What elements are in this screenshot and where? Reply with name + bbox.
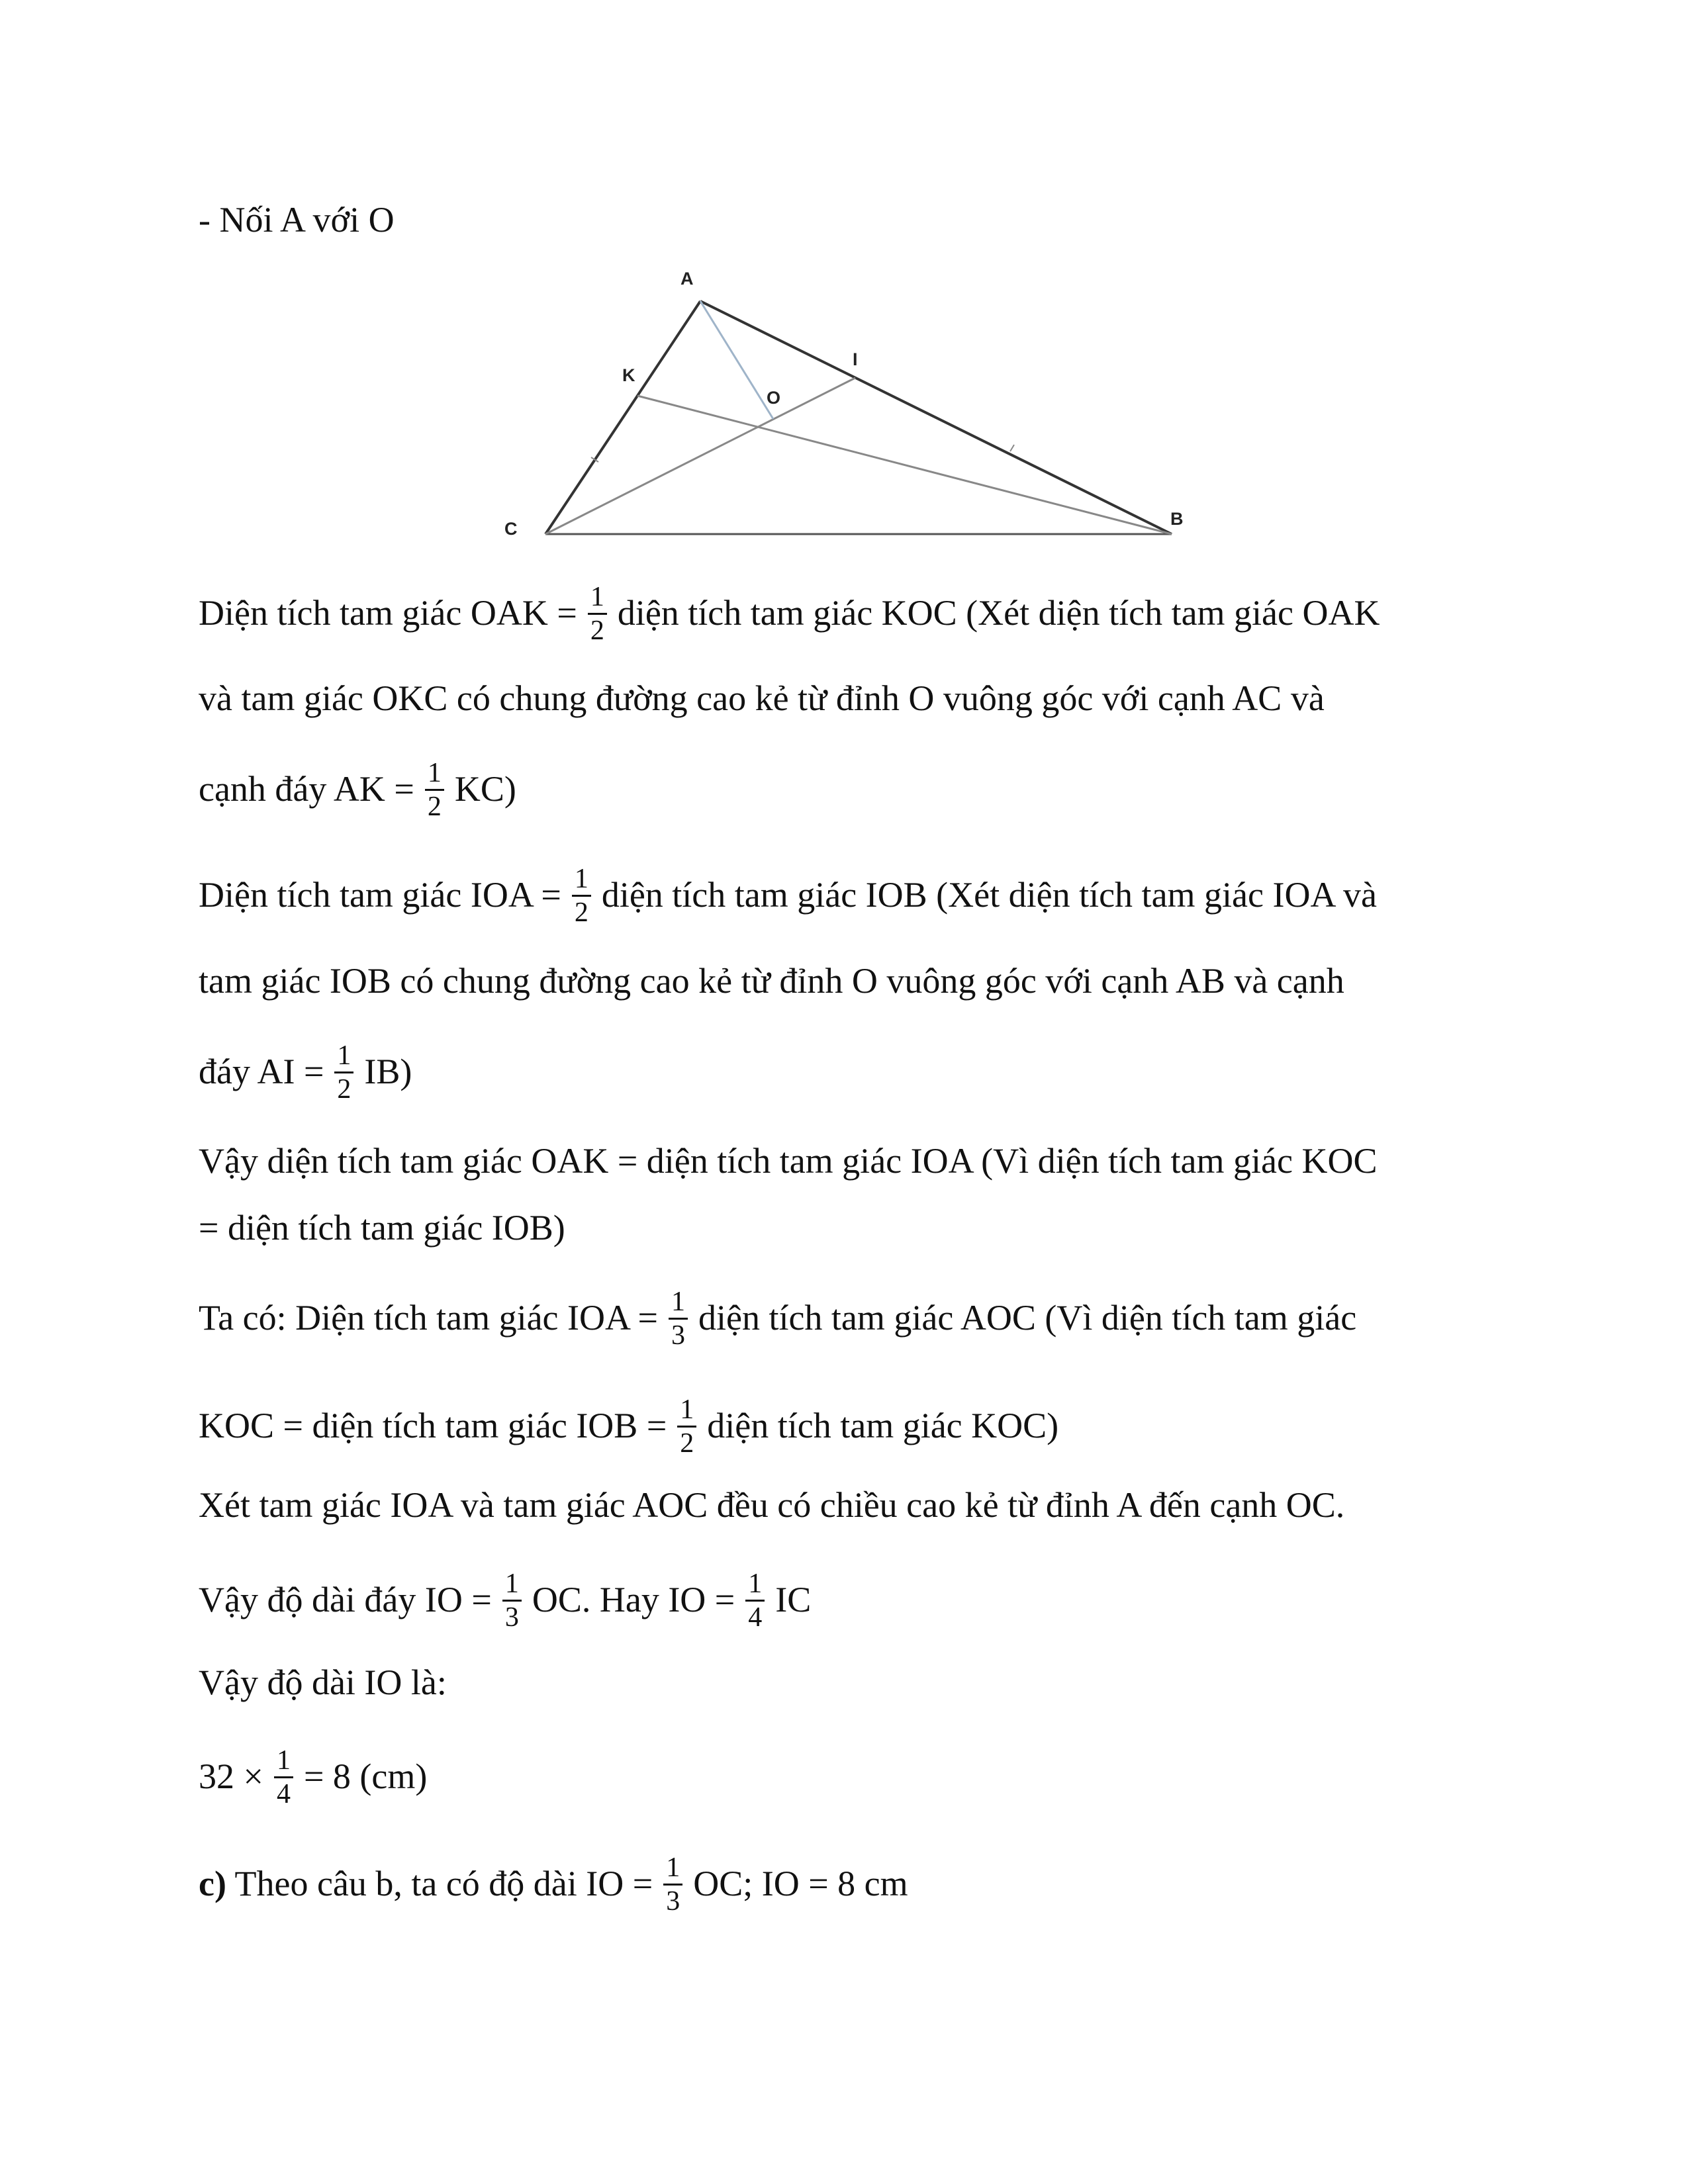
denominator: 2	[337, 1074, 352, 1105]
text: IB)	[364, 1051, 412, 1091]
p4-line1	[199, 1289, 1356, 1354]
text: Vậy độ dài đáy IO =	[199, 1579, 492, 1619]
text: diện tích tam giác AOC (Vì diện tích tam giác	[698, 1297, 1357, 1338]
text: OC. Hay IO =	[532, 1579, 735, 1619]
fraction	[745, 1568, 765, 1633]
text: Theo câu b, ta có độ dài IO =	[234, 1863, 653, 1903]
p7-line: Vậy độ dài IO là:	[199, 1662, 447, 1702]
label-o: O	[767, 388, 781, 408]
fraction	[334, 1040, 353, 1105]
numerator: 1	[663, 1852, 682, 1886]
p2-line3	[199, 1042, 412, 1108]
p8-line	[199, 1747, 427, 1813]
text: diện tích tam giác KOC)	[707, 1405, 1059, 1445]
p1-line1	[199, 584, 1380, 649]
side-ab	[700, 301, 1172, 534]
text: IC	[775, 1579, 812, 1619]
denominator: 2	[590, 615, 604, 646]
text: = 8 (cm)	[303, 1756, 428, 1796]
segment-ci	[545, 378, 855, 534]
part-label: c)	[199, 1863, 226, 1903]
numerator: 1	[274, 1745, 293, 1778]
label-c: C	[504, 519, 518, 539]
numerator: 1	[677, 1394, 696, 1428]
text: OC; IO = 8 cm	[693, 1863, 908, 1903]
numerator: 1	[572, 863, 591, 897]
p5-line: Xét tam giác IOA và tam giác AOC đều có chiều cao kẻ từ đỉnh A đến cạnh OC.	[199, 1485, 1345, 1525]
label-b: B	[1170, 509, 1184, 529]
fraction	[425, 757, 444, 823]
text: Diện tích tam giác IOA =	[199, 874, 561, 915]
numerator: 1	[588, 581, 607, 615]
denominator: 4	[748, 1602, 763, 1633]
p2-line1	[199, 866, 1377, 931]
denominator: 3	[671, 1320, 685, 1351]
label-a: A	[680, 269, 694, 289]
side-ac	[545, 301, 700, 534]
p3-line1: Vậy diện tích tam giác OAK = diện tích tam giác IOA (Vì diện tích tam giác KOC	[199, 1141, 1378, 1181]
text: Ta có: Diện tích tam giác IOA =	[199, 1297, 658, 1338]
numerator: 1	[502, 1568, 522, 1602]
text: KOC = diện tích tam giác IOB =	[199, 1405, 667, 1445]
p2-line2: tam giác IOB có chung đường cao kẻ từ đỉnh O vuông góc với cạnh AB và cạnh	[199, 961, 1344, 1001]
p1-line3	[199, 760, 516, 825]
numerator: 1	[669, 1286, 688, 1320]
fraction	[588, 581, 607, 647]
tick-mark-ib	[1010, 445, 1014, 451]
denominator: 3	[504, 1602, 519, 1633]
text: đáy AI =	[199, 1051, 324, 1091]
text: Diện tích tam giác OAK =	[199, 592, 577, 633]
segment-kb	[637, 396, 1172, 534]
text: cạnh đáy AK =	[199, 768, 414, 809]
denominator: 2	[680, 1428, 694, 1459]
label-k: K	[622, 365, 635, 385]
p4-line2	[199, 1396, 1058, 1462]
text: diện tích tam giác KOC (Xét diện tích tam giác OAK	[617, 592, 1380, 633]
p9-line	[199, 1854, 908, 1920]
text: diện tích tam giác IOB (Xét diện tích tam giác IOA và	[601, 874, 1377, 915]
numerator: 1	[745, 1568, 765, 1602]
fraction	[274, 1745, 293, 1810]
denominator: 4	[276, 1779, 291, 1809]
text: 32 ×	[199, 1756, 263, 1796]
denominator: 2	[574, 897, 588, 928]
fraction	[663, 1852, 682, 1917]
numerator: 1	[334, 1040, 353, 1073]
triangle-figure	[490, 251, 1231, 549]
p6-line	[199, 1570, 811, 1636]
label-i: I	[853, 349, 858, 369]
step-heading: - Nối A với O	[199, 200, 395, 240]
denominator: 3	[666, 1886, 680, 1917]
p3-line2: = diện tích tam giác IOB)	[199, 1208, 565, 1248]
fraction	[502, 1568, 522, 1633]
fraction	[572, 863, 591, 929]
numerator: 1	[425, 757, 444, 791]
text: KC)	[454, 768, 516, 809]
fraction	[677, 1394, 696, 1459]
p1-line2: và tam giác OKC có chung đường cao kẻ từ đỉnh O vuông góc với cạnh AC và	[199, 678, 1325, 718]
denominator: 2	[427, 792, 442, 822]
fraction	[669, 1286, 688, 1351]
